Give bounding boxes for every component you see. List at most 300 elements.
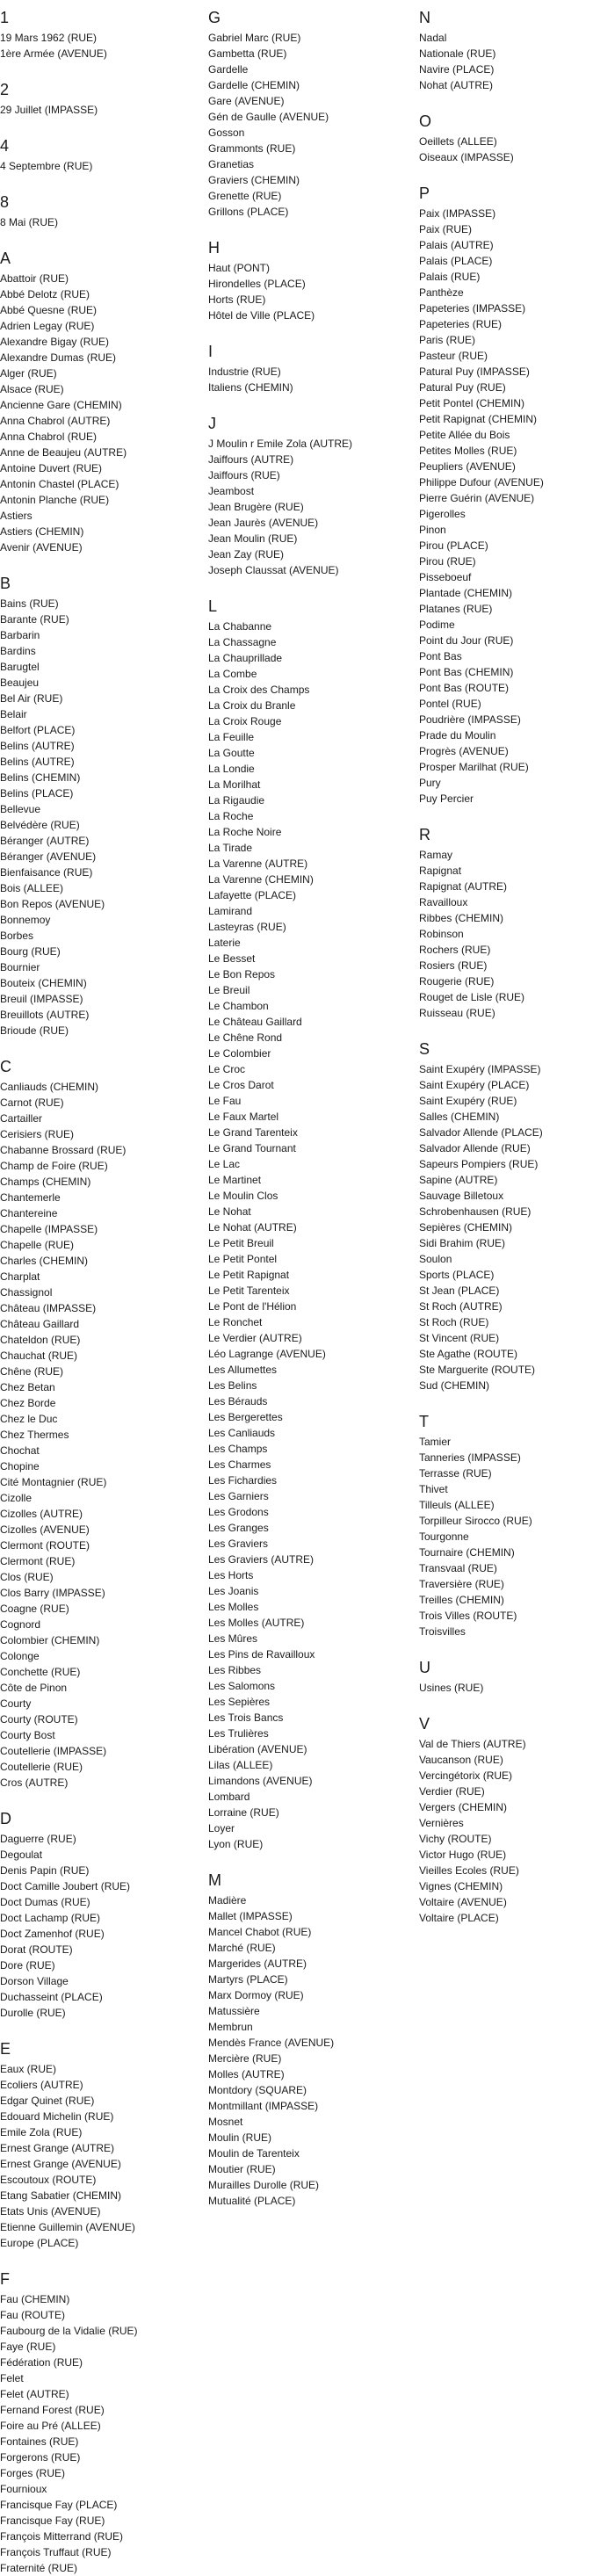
street-item: Palais (PLACE): [419, 255, 493, 267]
letter-group: [0, 193, 58, 230]
street-item: Marché (RUE): [208, 1942, 276, 1954]
street-item: Tamier: [419, 1436, 452, 1448]
street-list: [419, 1434, 532, 1639]
street-item: Belins (CHEMIN): [0, 771, 81, 784]
street-item: Papeteries (IMPASSE): [419, 302, 526, 315]
street-item: Charles (CHEMIN): [0, 1255, 89, 1267]
street-item: Faye (RUE): [0, 2341, 56, 2353]
street-item: Chez Thermes: [0, 1429, 69, 1441]
letter-heading: C: [0, 1058, 11, 1075]
street-item: Bellevue: [0, 803, 41, 815]
street-item: Bonnemoy: [0, 914, 51, 926]
street-item: Les Bergerettes: [208, 1411, 283, 1423]
street-item: Loyer: [208, 1822, 235, 1834]
street-item: Murailles Durolle (RUE): [208, 2179, 320, 2191]
street-item: Nadal: [419, 32, 447, 44]
street-item: Le Moulin Clos: [208, 1190, 278, 1202]
street-item: Barbarin: [0, 629, 40, 641]
street-item: Jean Brugère (RUE): [208, 501, 304, 513]
street-item: Patural Puy (RUE): [419, 381, 506, 394]
letter-group: [0, 9, 107, 62]
street-item: Saint Exupéry (PLACE): [419, 1079, 530, 1091]
letter-group: [419, 1715, 526, 1926]
street-item: Ribbes (CHEMIN): [419, 912, 504, 924]
street-item: Les Molles: [208, 1601, 259, 1613]
street-item: Champ de Foire (RUE): [0, 1160, 108, 1172]
letter-heading: M: [208, 1871, 221, 1889]
street-item: Dorat (ROUTE): [0, 1943, 73, 1956]
street-item: Forgerons (RUE): [0, 2451, 81, 2464]
street-list: [0, 1079, 126, 1791]
street-item: 29 Juillet (IMPASSE): [0, 104, 98, 116]
street-item: Lyon (RUE): [208, 1838, 264, 1850]
street-item: Traversière (RUE): [419, 1578, 504, 1590]
street-item: Escoutoux (ROUTE): [0, 2174, 97, 2186]
street-item: Jean Moulin (RUE): [208, 532, 298, 545]
street-item: Fau (CHEMIN): [0, 2293, 70, 2305]
street-item: Pinon: [419, 524, 446, 536]
street-item: Abbé Delotz (RUE): [0, 288, 90, 300]
street-item: Grammonts (RUE): [208, 142, 296, 155]
letter-group: [419, 1040, 543, 1393]
street-item: La Chabanne: [208, 620, 272, 633]
street-item: Fau (ROUTE): [0, 2309, 66, 2321]
street-item: Pont Bas: [419, 650, 462, 662]
street-item: Chez le Duc: [0, 1413, 58, 1425]
street-item: Breuil (IMPASSE): [0, 993, 83, 1005]
street-item: Ernest Grange (AUTRE): [0, 2142, 115, 2154]
letter-group: [0, 575, 105, 1038]
street-item: Les Champs: [208, 1443, 268, 1455]
street-item: Les Trois Bancs: [208, 1711, 284, 1724]
street-item: Le Pont de l'Hélion: [208, 1300, 297, 1313]
street-item: Rosiers (RUE): [419, 959, 488, 972]
street-item: Le Château Gaillard: [208, 1016, 302, 1028]
street-item: La Rigaudie: [208, 794, 265, 807]
street-item: Verdier (RUE): [419, 1785, 485, 1798]
street-item: Etienne Guillemin (AVENUE): [0, 2221, 135, 2233]
street-item: Léo Lagrange (AVENUE): [208, 1348, 326, 1360]
street-item: Le Colombier: [208, 1047, 271, 1060]
street-item: Poudrière (IMPASSE): [419, 713, 521, 726]
letter-heading: 2: [0, 81, 10, 98]
street-item: Francisque Fay (PLACE): [0, 2499, 118, 2511]
street-item: Chauchat (RUE): [0, 1350, 78, 1362]
street-item: Coutellerie (IMPASSE): [0, 1745, 107, 1757]
letter-group: [419, 826, 524, 1021]
street-list: [208, 364, 293, 395]
street-item: Mallet (IMPASSE): [208, 1910, 293, 1922]
street-item: Les Pins de Ravailloux: [208, 1648, 315, 1661]
street-item: Dorson Village: [0, 1975, 69, 1987]
street-item: Le Petit Breuil: [208, 1237, 274, 1249]
street-item: Charplat: [0, 1270, 40, 1283]
street-item: François Mitterrand (RUE): [0, 2530, 124, 2543]
street-item: Faubourg de la Vidalie (RUE): [0, 2325, 138, 2337]
letter-heading: T: [419, 1413, 429, 1430]
street-item: Usines (RUE): [419, 1682, 484, 1694]
street-item: Les Horts: [208, 1569, 254, 1581]
letter-group: [0, 250, 127, 555]
street-item: Cizolle: [0, 1492, 33, 1504]
street-list: [419, 1680, 483, 1696]
street-item: Mancel Chabot (RUE): [208, 1926, 312, 1938]
street-item: Château (IMPASSE): [0, 1302, 97, 1314]
street-item: Tanneries (IMPASSE): [419, 1451, 521, 1464]
street-item: Coagne (RUE): [0, 1603, 69, 1615]
letter-heading: N: [419, 9, 430, 26]
street-item: Moulin de Tarenteix: [208, 2147, 300, 2160]
street-list: [0, 214, 58, 230]
street-item: Colombier (CHEMIN): [0, 1634, 100, 1646]
letter-group: [0, 2040, 135, 2251]
street-item: Avenir (AVENUE): [0, 541, 83, 554]
street-item: Plantade (CHEMIN): [419, 587, 513, 599]
street-item: Chopine: [0, 1460, 40, 1473]
street-item: Brioude (RUE): [0, 1024, 69, 1037]
street-item: Les Graviers: [208, 1538, 269, 1550]
street-item: Le Chêne Rond: [208, 1031, 283, 1044]
street-item: Chabanne Brossard (RUE): [0, 1144, 127, 1156]
street-item: Les Salomons: [208, 1680, 276, 1692]
street-item: Le Besset: [208, 952, 256, 965]
street-item: Coutellerie (RUE): [0, 1761, 83, 1773]
street-item: Chassignol: [0, 1286, 53, 1299]
street-item: Salvador Allende (RUE): [419, 1142, 531, 1154]
street-list: [0, 271, 127, 555]
street-item: Marx Dormoy (RUE): [208, 1989, 304, 2001]
street-item: Le Grand Tarenteix: [208, 1126, 298, 1139]
street-item: Tilleuls (ALLEE): [419, 1499, 495, 1511]
letter-heading: S: [419, 1040, 430, 1058]
street-list: [208, 260, 315, 323]
street-item: Pont Bas (ROUTE): [419, 682, 510, 694]
street-item: Lamirand: [208, 905, 253, 917]
street-item: Thivet: [419, 1483, 448, 1495]
street-item: Petit Rapignat (CHEMIN): [419, 413, 538, 425]
street-item: Les Joanis: [208, 1585, 259, 1597]
street-item: Vignes (CHEMIN): [419, 1880, 503, 1892]
street-list: [419, 1736, 526, 1926]
street-item: Gosson: [208, 127, 245, 139]
letter-heading: E: [0, 2040, 11, 2058]
street-item: Sud (CHEMIN): [419, 1379, 490, 1392]
street-item: Abbé Quesne (RUE): [0, 304, 98, 316]
street-item: Progrès (AVENUE): [419, 745, 509, 757]
street-item: Les Graviers (AUTRE): [208, 1553, 315, 1566]
street-item: Breuillots (AUTRE): [0, 1009, 90, 1021]
street-item: Béranger (AUTRE): [0, 835, 90, 847]
street-item: Emile Zola (RUE): [0, 2126, 83, 2138]
street-item: Clos Barry (IMPASSE): [0, 1587, 105, 1599]
letter-group: [419, 9, 495, 93]
street-item: Durolle (RUE): [0, 2007, 66, 2019]
street-item: Gén de Gaulle (AVENUE): [208, 111, 329, 123]
street-list: [419, 847, 524, 1021]
street-item: Daguerre (RUE): [0, 1833, 76, 1845]
street-item: Martyrs (PLACE): [208, 1973, 288, 1986]
street-item: Lorraine (RUE): [208, 1806, 279, 1819]
street-item: Les Grodons: [208, 1506, 269, 1518]
street-item: Les Garniers: [208, 1490, 269, 1502]
street-item: La Tirade: [208, 842, 253, 854]
street-item: Victor Hugo (RUE): [419, 1849, 507, 1861]
street-list: [419, 134, 514, 165]
street-item: St Roch (RUE): [419, 1316, 489, 1328]
street-item: Gardelle: [208, 63, 249, 76]
street-list: [0, 102, 98, 118]
street-item: Degoulat: [0, 1849, 43, 1861]
letter-heading: B: [0, 575, 11, 592]
street-item: Platanes (RUE): [419, 603, 493, 615]
street-item: Vieilles Ecoles (RUE): [419, 1864, 519, 1877]
street-item: Laterie: [208, 937, 241, 949]
street-item: Courty Bost: [0, 1729, 55, 1741]
street-item: Chateldon (RUE): [0, 1334, 81, 1346]
letter-heading: J: [208, 415, 216, 432]
street-item: Navire (PLACE): [419, 63, 495, 76]
street-item: St Jean (PLACE): [419, 1284, 500, 1297]
street-item: Puy Percier: [419, 792, 474, 805]
street-item: Le Fau: [208, 1095, 242, 1107]
letter-group: [419, 185, 544, 807]
street-item: Ravailloux: [419, 896, 468, 908]
street-item: Mercière (RUE): [208, 2052, 282, 2065]
street-item: Paix (IMPASSE): [419, 207, 496, 220]
street-item: Oiseaux (IMPASSE): [419, 151, 514, 163]
street-item: Beaujeu: [0, 677, 40, 689]
letter-heading: 1: [0, 9, 10, 26]
street-item: Schrobenhausen (RUE): [419, 1205, 532, 1218]
letter-heading: 8: [0, 193, 10, 211]
street-item: Le Martinet: [208, 1174, 262, 1186]
street-list: [419, 1061, 543, 1393]
street-item: Colonge: [0, 1650, 40, 1662]
street-item: Vichy (ROUTE): [419, 1833, 492, 1845]
street-item: Dore (RUE): [0, 1959, 55, 1972]
street-item: Chapelle (IMPASSE): [0, 1223, 98, 1235]
street-item: Conchette (RUE): [0, 1666, 81, 1678]
street-item: Haut (PONT): [208, 262, 271, 274]
street-item: Doct Lachamp (RUE): [0, 1912, 101, 1924]
street-item: Pirou (RUE): [419, 555, 476, 568]
street-item: Salles (CHEMIN): [419, 1111, 500, 1123]
street-item: Gambetta (RUE): [208, 47, 287, 60]
street-item: Eaux (RUE): [0, 2063, 57, 2075]
street-item: Voltaire (PLACE): [419, 1912, 499, 1924]
street-item: Rougerie (RUE): [419, 975, 495, 988]
street-list: [0, 158, 92, 174]
street-item: Les Mûres: [208, 1632, 258, 1645]
street-item: Courty (ROUTE): [0, 1713, 78, 1726]
street-item: Felet (AUTRE): [0, 2388, 69, 2400]
street-item: Grillons (PLACE): [208, 206, 289, 218]
street-item: Soulon: [419, 1253, 452, 1265]
street-item: Les Sepières: [208, 1696, 271, 1708]
street-item: Grenette (RUE): [208, 190, 282, 202]
street-item: Cartailler: [0, 1112, 43, 1125]
letter-heading: G: [208, 9, 221, 26]
street-item: Torpilleur Sirocco (RUE): [419, 1515, 532, 1527]
letter-group: [419, 1659, 483, 1696]
street-item: Bournier: [0, 961, 40, 973]
street-item: Le Petit Pontel: [208, 1253, 278, 1265]
street-item: Courty: [0, 1697, 32, 1710]
letter-group: [0, 1058, 126, 1791]
street-item: Petit Pontel (CHEMIN): [419, 397, 525, 409]
letter-group: [0, 137, 92, 174]
street-item: Pirou (PLACE): [419, 539, 488, 552]
street-item: Peupliers (AVENUE): [419, 460, 516, 473]
street-item: Antoine Duvert (RUE): [0, 462, 103, 474]
street-item: Champs (CHEMIN): [0, 1176, 91, 1188]
street-item: Philippe Dufour (AVENUE): [419, 476, 544, 488]
street-item: Edouard Michelin (RUE): [0, 2110, 114, 2123]
street-item: Moulin (RUE): [208, 2131, 272, 2144]
street-list: [419, 30, 495, 93]
street-item: Denis Papin (RUE): [0, 1864, 90, 1877]
street-item: Cerisiers (RUE): [0, 1128, 74, 1140]
street-item: 8 Mai (RUE): [0, 216, 59, 228]
street-item: Lilas (ALLEE): [208, 1759, 273, 1771]
street-item: Tourgonne: [419, 1530, 469, 1543]
street-item: Sapine (AUTRE): [419, 1174, 498, 1186]
street-item: Ancienne Gare (CHEMIN): [0, 399, 122, 411]
street-item: Ruisseau (RUE): [419, 1007, 495, 1019]
street-item: Libération (AVENUE): [208, 1743, 307, 1755]
street-item: Trois Villes (ROUTE): [419, 1610, 517, 1622]
letter-group: [208, 343, 293, 395]
street-item: Les Canliauds: [208, 1427, 276, 1439]
street-item: Ernest Grange (AVENUE): [0, 2158, 121, 2170]
street-item: Astiers (CHEMIN): [0, 525, 84, 538]
letter-heading: A: [0, 250, 11, 267]
street-item: Transvaal (RUE): [419, 1562, 497, 1574]
street-item: Bouteix (CHEMIN): [0, 977, 87, 989]
street-item: Robinson: [419, 928, 464, 940]
street-item: La Croix Rouge: [208, 715, 282, 727]
street-item: Jean Zay (RUE): [208, 548, 285, 561]
street-item: Montdory (SQUARE): [208, 2084, 307, 2096]
letter-group: [208, 415, 352, 578]
street-item: Cros (AUTRE): [0, 1776, 69, 1789]
street-item: Lafayette (PLACE): [208, 889, 297, 901]
street-item: Le Breuil: [208, 984, 250, 996]
street-item: Foire au Pré (ALLEE): [0, 2420, 101, 2432]
street-list: [419, 206, 544, 807]
street-item: Prade du Moulin: [419, 729, 496, 742]
street-item: Val de Thiers (AUTRE): [419, 1738, 526, 1750]
street-item: Edgar Quinet (RUE): [0, 2095, 95, 2107]
street-item: Fournioux: [0, 2483, 47, 2495]
street-item: Forges (RUE): [0, 2467, 66, 2479]
street-item: Mutualité (PLACE): [208, 2195, 296, 2207]
street-item: Les Trulières: [208, 1727, 269, 1740]
street-list: [208, 1892, 334, 2209]
street-item: La Londie: [208, 763, 255, 775]
street-item: Papeteries (RUE): [419, 318, 503, 330]
street-item: Rapignat (AUTRE): [419, 880, 508, 893]
street-item: Alsace (RUE): [0, 383, 64, 395]
street-item: Le Bon Repos: [208, 968, 276, 980]
street-list: [0, 30, 107, 62]
street-item: Alexandre Bigay (RUE): [0, 336, 110, 348]
street-item: Le Croc: [208, 1063, 246, 1075]
street-item: La Varenne (AUTRE): [208, 857, 308, 870]
street-item: Sauvage Billetoux: [419, 1190, 504, 1202]
street-item: Troisvilles: [419, 1625, 466, 1638]
letter-heading: O: [419, 112, 432, 130]
street-item: Pontel (RUE): [419, 698, 481, 710]
street-item: Chantemerle: [0, 1191, 61, 1204]
street-item: Le Lac: [208, 1158, 241, 1170]
street-item: Petite Allée du Bois: [419, 429, 510, 441]
street-item: Treilles (CHEMIN): [419, 1594, 504, 1606]
street-item: Felet: [0, 2372, 24, 2384]
letter-group: [0, 1810, 130, 2021]
letter-group: [208, 9, 329, 220]
street-item: Nohat (AUTRE): [419, 79, 494, 91]
street-item: Tournaire (CHEMIN): [419, 1546, 515, 1559]
street-item: Panthèze: [419, 286, 464, 299]
street-item: 19 Mars 1962 (RUE): [0, 32, 98, 44]
street-item: Belins (AUTRE): [0, 756, 75, 768]
street-item: Duchasseint (PLACE): [0, 1991, 103, 2003]
street-item: Sidi Brahim (RUE): [419, 1237, 506, 1249]
letter-heading: F: [0, 2270, 10, 2288]
street-item: La Chauprillade: [208, 652, 283, 664]
street-item: Gabriel Marc (RUE): [208, 32, 301, 44]
street-item: Ramay: [419, 849, 453, 861]
street-item: Point du Jour (RUE): [419, 634, 514, 647]
street-item: 1ère Armée (AVENUE): [0, 47, 107, 60]
street-item: Adrien Legay (RUE): [0, 320, 95, 332]
street-item: Fontaines (RUE): [0, 2435, 79, 2448]
street-item: Chantereine: [0, 1207, 58, 1219]
street-list: [208, 30, 329, 220]
street-item: Oeillets (ALLEE): [419, 135, 497, 148]
street-item: Palais (RUE): [419, 271, 481, 283]
street-item: Canliauds (CHEMIN): [0, 1081, 99, 1093]
street-item: Sapeurs Pompiers (RUE): [419, 1158, 539, 1170]
street-item: Doct Zamenhof (RUE): [0, 1928, 105, 1940]
street-item: Horts (RUE): [208, 293, 266, 306]
street-item: Anna Chabrol (RUE): [0, 431, 98, 443]
street-item: Les Allumettes: [208, 1364, 278, 1376]
street-item: Jean Jaurès (AVENUE): [208, 517, 319, 529]
street-item: Alexandre Dumas (RUE): [0, 351, 117, 364]
street-item: Jaiffours (AUTRE): [208, 453, 294, 466]
street-list: [0, 596, 105, 1038]
street-item: J Moulin r Emile Zola (AUTRE): [208, 438, 353, 450]
street-item: Podime: [419, 619, 455, 631]
letter-group: [208, 1871, 334, 2209]
street-item: Fédération (RUE): [0, 2356, 83, 2369]
street-item: Chez Betan: [0, 1381, 55, 1393]
street-item: Clermont (ROUTE): [0, 1539, 90, 1552]
street-item: Chêne (RUE): [0, 1365, 64, 1378]
street-item: La Croix du Branle: [208, 699, 296, 712]
street-item: Cizolles (AUTRE): [0, 1508, 83, 1520]
street-item: Chapelle (RUE): [0, 1239, 75, 1251]
street-item: Patural Puy (IMPASSE): [419, 365, 530, 378]
street-list: [0, 2291, 138, 2576]
street-item: Limandons (AVENUE): [208, 1775, 313, 1787]
street-item: Nationale (RUE): [419, 47, 496, 60]
street-item: Matussière: [208, 2005, 260, 2017]
street-item: Molles (AUTRE): [208, 2068, 285, 2080]
street-item: Les Bérauds: [208, 1395, 268, 1407]
